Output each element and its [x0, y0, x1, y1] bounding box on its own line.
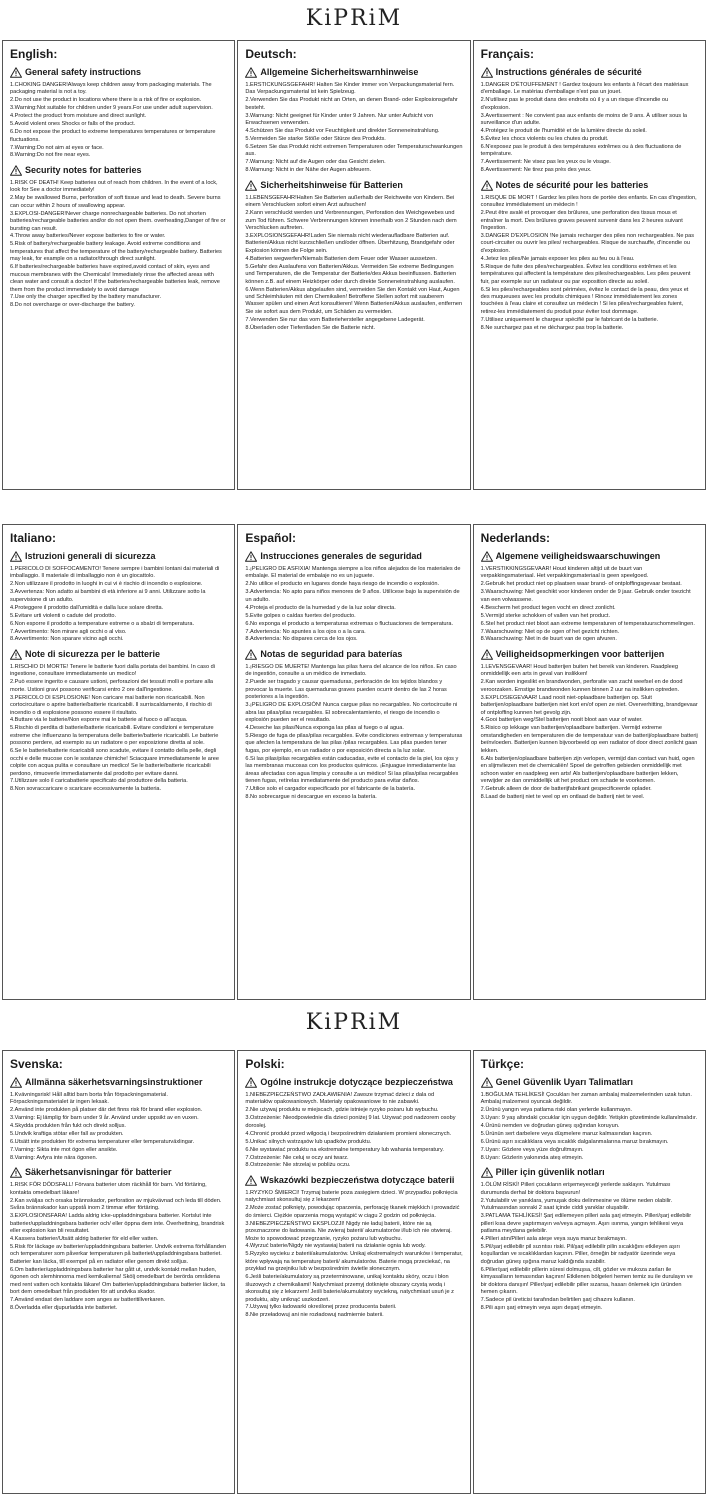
- section-heading: [245, 180, 462, 191]
- manual-page: [0, 1004, 708, 1494]
- warning-triangle-icon: [10, 551, 22, 562]
- language-title: Français:: [480, 47, 535, 61]
- language-title: Türkçe:: [480, 1057, 525, 1071]
- section-heading-text: Notas de seguridad para baterías: [260, 648, 403, 659]
- instruction-list: [10, 82, 227, 160]
- section-heading: [481, 1077, 698, 1088]
- instruction-item: 2.May be swallowed Burns, perforation of soft tissue and lead to death. Severe burns can occur within 2 hours of swallowing appear.: [10, 195, 221, 209]
- warning-triangle-icon: [245, 551, 257, 562]
- language-panel: [237, 40, 470, 490]
- section-heading: [481, 551, 698, 562]
- section-heading: [481, 1167, 698, 1178]
- section-heading-text: Istruzioni generali di sicurezza: [25, 551, 156, 561]
- instruction-list: [481, 1092, 698, 1162]
- instruction-item: 5.Rischio di perdita di batterie/batterie ricaricabili. Evitare condizioni e temperature estreme che influenzano la temperatura delle batterie/batterie ricaricabili. Le batterie possono perdere, ad esempio su un radiatore o per esposizione diretta al sole.: [10, 725, 219, 747]
- section-heading: [245, 67, 462, 78]
- section-heading-text: Instrucciones generales de seguridad: [260, 551, 422, 561]
- section-heading: [10, 649, 227, 660]
- section-heading: [10, 165, 227, 176]
- instruction-item: 7.Ostrzeżenie: Nie celuj w oczy ani twarz.: [245, 1154, 349, 1161]
- section-heading-text: Notes de sécurité pour les batteries: [495, 179, 649, 190]
- section-heading: [481, 649, 698, 660]
- instruction-item: 8.Warnung: Nicht in der Nähe der Augen abfeuern.: [245, 167, 372, 174]
- instruction-item: 7.Varning: Sikta inte mot ögon eller ansikte.: [10, 1147, 118, 1154]
- language-panel: [237, 1050, 470, 1494]
- instruction-item: 1.ERSTICKUNGSGEFAHR! Halten Sie Kinder immer von Verpackungsmaterial fern. Das Verpackungsmaterial ist kein Spielzeug.: [245, 82, 455, 96]
- instruction-item: 6.No exponga el producto a temperaturas extremas o fluctuaciones de temperatura.: [245, 620, 454, 627]
- instruction-item: 1.RISQUE DE MORT ! Gardez les piles hors de portée des enfants. En cas d'ingestion, consultez immédiatement un médecin !: [480, 194, 697, 209]
- instruction-item: 7.Gebruik alleen de door de batterijfabrikant gespecificeerde oplader.: [480, 785, 652, 792]
- instruction-item: 4.Proteggere il prodotto dall'umidità e dalla luce solare diretta.: [10, 604, 164, 611]
- instruction-item: 7.Utilisez uniquement le chargeur spécifié par le fabricant de la batterie.: [480, 316, 659, 323]
- instruction-item: 6.If batteries/rechargeable batteries have expired,avoid contact of skin, eyes and mucous membranes with the Chemicals! Immediately rinse the affected areas with clean water and consult a doctor! If the batteries/rechargeable batteries leak, remove them from the product immediately to avoid damage: [10, 264, 220, 293]
- section-heading-text: Veiligheidsopmerkingen voor batterijen: [495, 648, 665, 659]
- instruction-item: 1.ÖLÜM RİSKİ! Pilleri çocukların erişemeyeceği yerlerde saklayın. Yutulması durumunda derhal bir doktora başvurun!: [480, 1182, 671, 1196]
- instruction-item: 1.LEVENSGEVAAR! Houd batterijen buiten het bereik van kinderen. Raadpleeg onmiddellijk een arts in geval van inslikken!: [480, 663, 679, 678]
- instruction-list: [481, 1182, 698, 1312]
- instruction-item: 8.Pili aşırı şarj etmeyin veya aşırı deşarj etmeyin.: [480, 1304, 603, 1311]
- instruction-item: 7.Używaj tylko ładowarki określonej przez producenta baterii.: [245, 1304, 397, 1311]
- instruction-item: 8.Advertencia: No dispares cerca de los ojos.: [245, 636, 358, 643]
- section-heading-text: General safety instructions: [25, 67, 142, 77]
- instruction-item: 2.Gebruik het product niet op plaatsen waar brand- of ontploffingsgevaar bestaat.: [480, 581, 682, 588]
- warning-triangle-icon: [481, 67, 493, 78]
- instruction-item: 2.Puede ser tragado y causar quemaduras, perforación de los tejidos blandos y provocar la muerte. Las quemaduras graves pueden ocurrir dentro de las 2 horas posteriores a la ingestión.: [245, 679, 447, 701]
- instruction-item: 3.Waarschuwing: Niet geschikt voor kinderen onder de 9 jaar. Gebruik onder toezicht van een volwassene.: [480, 589, 691, 603]
- instruction-item: 6.Om batterier/uppladdningsbara batterier har gått ut, undvik kontakt mellan huden, ögonen och slemhinnorna med kemikalierna! Skölj omedelbart de berörda områdena med rent vatten och kontakta läkare! Om batterier/uppladdningsbara batterier läcker, ta bort dem omedelbart från produkten för att undvika skador.: [10, 1266, 226, 1296]
- language-title: Deutsch:: [245, 47, 297, 61]
- instruction-item: 8.Överladda eller djupurladda inte batteriet.: [10, 1304, 118, 1311]
- instruction-item: 3.EXPLOSIONSGEFAHR!Laden Sie niemals nicht wiederaufladbare Batterien auf. Batterien/Akkus nicht kurzschließen und/oder öffnen. Überhitzung, Brandgefahr oder Explosion können die Folge sein.: [245, 232, 455, 254]
- language-panel: [237, 524, 470, 1000]
- warning-triangle-icon: [481, 1077, 493, 1088]
- instruction-item: 4.Throw away batteries/Never expose batteries to fire or water.: [10, 233, 166, 240]
- warning-triangle-icon: [245, 649, 257, 660]
- manual-page: [0, 0, 708, 490]
- instruction-item: 2.Do not use the product in locations where there is a risk of fire or explosion.: [10, 97, 202, 104]
- instruction-item: 2.Kan worden ingeslikt en brandwonden, perforatie van zacht weefsel en de dood veroorzaken. Ernstige brandwonden kunnen binnen 2 uur na inslikken optreden.: [480, 679, 683, 693]
- warning-triangle-icon: [245, 180, 257, 191]
- language-panel: [473, 1050, 706, 1494]
- language-title: Svenska:: [10, 1057, 63, 1071]
- instruction-item: 4.Kassera batterier/Utsätt aldrig batterier för eld eller vatten.: [10, 1236, 159, 1242]
- instruction-item: 6.Setzen Sie das Produkt nicht extremen Temperaturen oder Temperaturschwankungen aus.: [245, 144, 463, 158]
- instruction-item: 6.Stel het product niet bloot aan extreme temperaturen of temperatuurschommelingen.: [480, 620, 695, 627]
- warning-triangle-icon: [245, 1175, 257, 1186]
- section-heading-text: Instructions générales de sécurité: [495, 67, 642, 77]
- instruction-item: 6.Se le batterie/batterie ricaricabili sono scadute, evitare il contatto della pelle, degli occhi e delle mucose con le sostanze chimiche! Sciacquare immediatamente le aree colpite con acqua pulita e consultare un medico! Se le batterie/batterie ricaricabili perdono, rimuoverle immediatamente dal prodotto per evitare danni.: [10, 748, 219, 777]
- instruction-list: [245, 1190, 462, 1320]
- instruction-item: 3.PERICOLO DI ESPLOSIONE! Non caricare mai batterie non ricaricabili. Non cortocircuitare o aprire batterie/batterie ricaricabili. Il surriscaldamento, il rischio di incendio o di esplosione possono essere il risultato.: [10, 694, 212, 716]
- instruction-list: [481, 566, 698, 644]
- instruction-item: 7.Utilice solo el cargador especificado por el fabricante de la batería.: [245, 785, 416, 792]
- instruction-item: 2.Może zostać połknięty, powodując oparzenia, perforację tkanek miękkich i prowadzić do śmierci. Ciężkie oparzenia mogą wystąpić w ciągu 2 godzin od połknięcia.: [245, 1205, 460, 1219]
- instruction-item: 7.Verwenden Sie nur das vom Batteriehersteller angegebene Ladegerät.: [245, 316, 425, 323]
- instruction-list: [10, 1182, 227, 1312]
- instruction-item: 6.Utsätt inte produkten för extrema temperaturer eller temperaturväxlingar.: [10, 1139, 195, 1146]
- instruction-item: 4.Skydda produkten från fukt och direkt solljus.: [10, 1123, 126, 1130]
- instruction-item: 8.Ostrzeżenie: Nie strzelaj w pobliżu oczu.: [245, 1162, 351, 1169]
- instruction-item: 3.¡PELIGRO DE EXPLOSIÓN! Nunca cargue pilas no recargables. No cortocircuite ni abra las pilas/pilas recargables. El sobrecalentamiento, el riesgo de incendio o explosión pueden ser el resultado.: [245, 702, 458, 723]
- instruction-list: [10, 180, 227, 310]
- instruction-item: 5.Evite golpes o caídas fuertes del producto.: [245, 612, 356, 619]
- instruction-item: 8.Ne surchargez pas et ne déchargez pas trop la batterie.: [480, 324, 624, 331]
- instruction-item: 3.Ostrzeżenie: Nieodpowiednie dla dzieci poniżej 9 lat. Używać pod nadzorem osoby dorosłej.: [245, 1115, 456, 1129]
- instruction-item: 2.Verwenden Sie das Produkt nicht an Orten, an denen Brand- oder Explosionsgefahr besteht.: [245, 97, 458, 111]
- section-heading: [245, 1077, 462, 1088]
- instruction-item: 7.Utilizzare solo il caricabatterie specificato dal produttore della batteria.: [10, 778, 188, 785]
- language-title: Español:: [245, 531, 296, 545]
- section-heading: [10, 1167, 227, 1178]
- instruction-item: 4.Bescherm het product tegen vocht en direct zonlicht.: [480, 604, 616, 611]
- instruction-item: 5.Riesgo de fuga de pilas/pilas recargables. Evite condiciones extremas y temperaturas que afecten la temperatura de las pilas /pilas recargables. Las pilas pueden tener fugas, por ejemplo, en un radiador o por exposición directa a la luz solar.: [245, 732, 463, 754]
- warning-triangle-icon: [481, 649, 493, 660]
- instruction-item: 3.EXPLOSIEGEVAAR! Laad nooit niet-oplaadbare batterijen op. Sluit batterijen/oplaadbare batterijen niet kort en/of open ze niet. Oververhitting, brandgevaar of ontploffing kunnen het gevolg zijn.: [480, 694, 698, 716]
- warning-triangle-icon: [10, 1077, 22, 1088]
- instruction-item: 6.Non esporre il prodotto a temperature estreme o a sbalzi di temperatura.: [10, 620, 195, 627]
- instruction-item: 6.Nie wystawiać produktu na ekstremalne temperatury lub wahania temperatury.: [245, 1146, 444, 1153]
- instruction-item: 7.Uyarı: Gözlere veya yüze doğrultmayın.: [480, 1147, 584, 1154]
- instruction-item: 8.No sobrecargue ni descargue en exceso la batería.: [245, 793, 377, 800]
- warning-triangle-icon: [10, 67, 22, 78]
- instruction-item: 3.NIEBEZPIECZEŃSTWO EKSPLOZJI! Nigdy nie ładuj baterii, które nie są przeznaczone do ładowania. Nie zwieraj baterii/ akumulatorów i/lub ich nie otwieraj. Może to spowodować przegrzanie, ryzyko pożaru lub wybuchu.: [245, 1220, 452, 1242]
- section-heading-text: Allmänna säkerhetsvarningsinstruktioner: [25, 1077, 203, 1087]
- section-heading: [481, 180, 698, 191]
- instruction-item: 6.Jeśli baterie/akumulatory są przeterminowane, unikaj kontaktu skóry, oczu i błon śluzowych z chemikaliami! Natychmiast przemyj dotknięte obszary czystą wodą i skonsultuj się z lekarzem! Jeśli baterie/akumulatory wyciekną, natychmiast usuń je z produktu, aby uniknąć uszkodzeń.: [245, 1274, 454, 1303]
- language-panel: [473, 524, 706, 1000]
- instruction-item: 4.Ürünü nemden ve doğrudan güneş ışığından koruyun.: [480, 1123, 620, 1130]
- instruction-item: 5.Risico op lekkage van batterijen/oplaadbare batterijen. Vermijd extreme omstandigheden en temperaturen die de temperatuur van de batterij/oplaadbare batterij beïnvloeden. Batterijen kunnen bijvoorbeeld op een radiator of door direct zonlicht gaan lekken.: [480, 725, 698, 754]
- instruction-item: 1.RYZYKO ŚMIERCI! Trzymaj baterie poza zasięgiem dzieci. W przypadku połknięcia natychmiast skonsultuj się z lekarzem!: [245, 1189, 458, 1204]
- instruction-item: 2.Nie używaj produktu w miejscach, gdzie istnieje ryzyko pożaru lub wybuchu.: [245, 1107, 439, 1114]
- language-panel: [473, 40, 706, 490]
- section-heading: [481, 67, 698, 78]
- section-heading: [245, 1175, 462, 1186]
- instruction-item: 3.Avvertenza: Non adatto ai bambini di età inferiore ai 9 anni. Utilizzare sotto la supervisione di un adulto.: [10, 589, 206, 603]
- instruction-item: 4.Protect the product from moisture and direct sunlight.: [10, 113, 147, 120]
- instruction-item: 5.Ürünün sert darbelere veya düşmelere maruz kalmasından kaçının.: [480, 1131, 653, 1138]
- instruction-item: 4.Deseche las pilas/Nunca exponga las pilas al fuego o al agua.: [245, 724, 404, 731]
- instruction-item: 5.Undvik kraftiga stötar eller fall av produkten.: [10, 1131, 124, 1138]
- instruction-list: [245, 664, 462, 801]
- instruction-item: 4.Protégez le produit de l'humidité et de la lumière directe du soleil.: [480, 128, 647, 135]
- instruction-item: 7.Använd endast den laddare som anges av batteritillverkaren.: [10, 1297, 166, 1303]
- language-title: English:: [10, 47, 58, 61]
- instruction-item: 3.Advertencia: No apto para niños menores de 9 años. Utilícese bajo la supervisión de un adulto.: [245, 589, 460, 603]
- instruction-item: 1.¡PELIGRO DE ASFIXIA! Mantenga siempre a los niños alejados de los materiales de embalaje. El material de embalaje no es un juguete.: [245, 566, 461, 580]
- manual-page: [0, 510, 708, 1000]
- section-heading-text: Algemene veiligheidswaarschuwingen: [495, 551, 661, 561]
- instruction-item: 5.Ryzyko wycieku z baterii/akumulatorów. Unikaj ekstremalnych warunków i temperatur, które wpływają na temperaturę baterii/ akumulatorów. Baterie mogą przeciekać, na przykład na grzejniku lub w bezpośrednim świetle słonecznym.: [245, 1251, 463, 1273]
- instruction-item: 6.Wenn Batterien/Akkus abgelaufen sind, vermeiden Sie den Kontakt von Haut, Augen und Schleimhäuten mit den Chemikalien! Betroffene Stellen sofort mit sauberem Wasser spülen und einen Arzt konsultieren! Wenn Batterien/Akkus auslaufen, entfernen Sie sie sofort aus dem Produkt, um Schäden zu vermeiden.: [245, 286, 463, 315]
- instruction-item: 4.Batterien wegwerfen/Niemals Batterien dem Feuer oder Wasser aussetzen.: [245, 255, 437, 262]
- instruction-item: 4.Wyrzuć baterie/Nigdy nie wystawiaj baterii na działanie ognia lub wody.: [245, 1243, 426, 1250]
- warning-triangle-icon: [481, 551, 493, 562]
- instruction-item: 1.PERICOLO DI SOFFOCAMENTO! Tenere sempre i bambini lontani dai materiali di imballaggio. Il materiale di imballaggio non è un giocattolo.: [10, 566, 220, 580]
- instruction-item: 5.Évitez les chocs violents ou les chutes du produit.: [480, 136, 609, 143]
- instruction-item: 7.Avertissement: Ne visez pas les yeux ou le visage.: [480, 159, 611, 166]
- language-columns: [2, 1050, 706, 1494]
- instruction-item: 1.BOĞULMA TEHLİKESİ! Çocukları her zaman ambalaj malzemelerinden uzak tutun. Ambalaj malzemesi oyuncak değildir.: [480, 1092, 692, 1106]
- instruction-list: [481, 195, 698, 332]
- instruction-list: [481, 664, 698, 801]
- language-panel: [2, 1050, 235, 1494]
- instruction-item: 6.Ürünü aşırı sıcaklıklara veya sıcaklık dalgalanmalarına maruz bırakmayın.: [480, 1139, 669, 1146]
- instruction-item: 5.Unikać silnych wstrząsów lub upadków produktu.: [245, 1138, 372, 1145]
- instruction-item: 7.Warnung: Nicht auf die Augen oder das Gesicht zielen.: [245, 159, 386, 166]
- instruction-item: 1.LEBENSGEFAHR!Halten Sie Batterien außerhalb der Reichweite von Kindern. Bei einem Verschlucken sofort einen Arzt aufsuchen!: [245, 194, 455, 209]
- section-heading-text: Genel Güvenlik Uyarı Talimatları: [495, 1077, 634, 1087]
- instruction-item: 8.Do not overcharge or over-discharge the battery.: [10, 302, 135, 309]
- instruction-item: 1.CHOKING DANGER!Always keep children away from packaging materials. The packaging material is not a toy.: [10, 82, 212, 96]
- instruction-item: 1.RISK OF DEATH! Keep batteries out of reach from children. In the event of a lock, look for See a doctor immediately!: [10, 179, 218, 194]
- section-heading-text: Allgemeine Sicherheitswarnhinweise: [260, 67, 419, 77]
- instruction-item: 3.Warnung: Nicht geeignet für Kinder unter 9 Jahren. Nur unter Aufsicht von Erwachsenen verwenden.: [245, 112, 433, 127]
- instruction-item: 2.Può essere ingerito e causare ustioni, perforazioni dei tessuti molli e portare alla morte. Ustioni gravi possono verificarsi entro 2 ore dall'ingestione.: [10, 679, 214, 693]
- section-heading-text: Sicherheitshinweise für Batterien: [260, 179, 403, 190]
- instruction-item: 5.Pil/şarj edilebilir pil sızıntısı riski. Pil/şarj edilebilir pilin sıcaklığını etkileyen aşırı koşullardan ve sıcaklıklardan kaçının. Piller, örneğin bir radyatör üzerinde veya doğrudan güneş ışığına maruz kaldığında sızabilir.: [480, 1243, 680, 1265]
- section-heading: [10, 551, 227, 562]
- instruction-item: 3.PATLAMA TEHLİKESİ! Şarj edilemeyen pilleri asla şarj etmeyin. Pilleri/şarj edilebilir pilleri kısa devre yaptırmayın ve/veya açmayın. Aşırı ısınma, yangın tehlikesi veya patlama meydana gelebilir.: [480, 1213, 692, 1235]
- instruction-item: 2.Peut être avalé et provoquer des brûlures, une perforation des tissus mous et entraîner la mort. Des brûlures graves peuvent survenir dans les 2 heures suivant l'ingestion.: [480, 210, 683, 231]
- instruction-item: 8.Varning: Avfyra inte nära ögonen.: [10, 1155, 98, 1161]
- warning-triangle-icon: [10, 649, 22, 660]
- section-heading-text: Wskazówki bezpieczeństwa dotyczące baterii: [260, 1174, 455, 1185]
- section-heading-text: Security notes for batteries: [25, 164, 142, 175]
- instruction-item: 1.RISCHIO DI MORTE! Tenere le batterie fuori dalla portata dei bambini. In caso di ingestione, consultare immediatamente un medico!: [10, 663, 215, 678]
- warning-triangle-icon: [481, 1167, 493, 1178]
- instruction-item: 8.Nie przeładowuj ani nie rozładowuj nadmiernie baterii.: [245, 1312, 384, 1319]
- brand-logo: KiPRiM: [305, 1010, 403, 1035]
- language-panel: [2, 524, 235, 1000]
- instruction-item: 6.Si les piles/rechargeables sont périmées, évitez le contact de la peau, des yeux et des muqueuses avec les produits chimiques ! Rincez immédiatement les zones touchées à l'eau claire et consultez un médecin ! Si les piles/rechargeables fuient, retirez-les immédiatement du produit pour éviter tout dommage.: [480, 286, 689, 315]
- language-title: Polski:: [245, 1057, 285, 1071]
- instruction-item: 3.EXPLOSI-DANGER!Never charge nonrechargeable batteries. Do not shorten batteries/rechargeable batteries and/or do not open them. overheating,Danger of fire or bursting can result.: [10, 210, 226, 232]
- instruction-item: 4.Schützen Sie das Produkt vor Feuchtigkeit und direkter Sonneneinstrahlung.: [245, 128, 440, 135]
- instruction-item: 3.Varning: Ej lämplig för barn under 9 år. Använd under uppsikt av en vuxen.: [10, 1115, 199, 1122]
- instruction-item: 5.Vermijd sterke schokken of vallen van het product.: [480, 612, 611, 619]
- instruction-item: 1.Kvävningsrisk! Håll alltid barn borta från förpackningsmaterial. Förpackningsmaterialet är ingen leksak.: [10, 1092, 168, 1106]
- warning-triangle-icon: [245, 1077, 257, 1088]
- section-heading: [245, 551, 462, 562]
- instruction-item: 2.Non utilizzare il prodotto in luoghi in cui vi è rischio di incendio o esplosione.: [10, 581, 203, 588]
- language-title: Nederlands:: [480, 531, 551, 545]
- instruction-item: 3.DANGER D'EXPLOSION !Ne jamais recharger des piles non rechargeables. Ne pas court-circuiter ou ouvrir les piles/ rechargeables. Risque de surchauffe, d'incendie ou d'explosion.: [480, 232, 695, 254]
- instruction-item: 8.Non sovraccaricare o scaricare eccessivamente la batteria.: [10, 786, 162, 793]
- instruction-item: 6.Si las pilas/pilas recargables están caducadas, evite el contacto de la piel, los ojos y las membranas mucosas con los productos químicos. ¡Enjuague inmediatamente las áreas afectadas con agua limpia y consulte a un médico! Si las pilas/pilas recargables tienen fugas, retírelas inmediatamente del producto para evitar daños.: [245, 755, 459, 784]
- instruction-item: 5.Evitare urti violenti o cadute del prodotto.: [10, 612, 117, 619]
- instruction-list: [245, 566, 462, 644]
- instruction-item: 2.Kan sväljas och orsaka brännskador, perforation av mjukvävnad och leda till döden. Svåra brännskador kan uppstå inom 2 timmar efter förtäring.: [10, 1197, 222, 1212]
- instruction-item: 6.Als batterijen/oplaadbare batterijen zijn verlopen, vermijd dan contact van huid, ogen en slijmvliezen met de chemicaliën! Spoel de getroffen gebieden onmiddellijk met schoon water en raadpleeg een arts! Als batterijen/oplaadbare batterijen lekken, verwijder ze dan onmiddellijk uit het product om schade te voorkomen.: [480, 755, 695, 784]
- instruction-item: 4.Buttare via le batterie/Non esporre mai le batterie al fuoco o all'acqua.: [10, 717, 188, 724]
- instruction-item: 6.Do not expose the product to extreme temperatures temperatures or temperature fluctuations.: [10, 129, 216, 143]
- instruction-item: 5.Risque de fuite des piles/rechargeables. Évitez les conditions extrêmes et les températures qui affectent la température des piles/rechargeables. Les piles peuvent fuir, par exemple sur un radiateur ou par exposition directe au soleil.: [480, 263, 691, 285]
- instruction-item: 8.Avvertimento: Non sparare vicino agli occhi.: [10, 636, 124, 643]
- instruction-item: 8.Waarschuwing: Niet in de buurt van de ogen afvuren.: [480, 636, 617, 643]
- instruction-list: [245, 1092, 462, 1170]
- instruction-item: 4.Chronić produkt przed wilgocią i bezpośrednim działaniem promieni słonecznych.: [245, 1130, 452, 1137]
- section-heading: [10, 1077, 227, 1088]
- section-heading-text: Säkerhetsanvisningar för batterier: [25, 1167, 172, 1178]
- instruction-item: 4.Pilleri atın/Pilleri asla ateşe veya suya maruz bırakmayın.: [480, 1236, 627, 1242]
- instruction-list: [245, 195, 462, 332]
- instruction-item: 2.Yutulabilir ve yanıklara, yumuşak doku delinmesine ve ölüme neden olabilir. Yutulmasından sonraki 2 saat içinde ciddi yanıklar oluşabilir.: [480, 1197, 673, 1212]
- section-heading-text: Note di sicurezza per le batterie: [25, 648, 161, 659]
- instruction-item: 4.Jetez les piles/Ne jamais exposer les piles au feu ou à l'eau.: [480, 255, 635, 262]
- instruction-item: 3.Uyarı: 9 yaş altındaki çocuklar için uygun değildir. Yetişkin gözetiminde kullanılmalıdır.: [480, 1115, 698, 1122]
- instruction-list: [10, 566, 227, 644]
- instruction-item: 3.Warning:Not suitable for children under 9 years.For use under adult supervision.: [10, 105, 213, 112]
- brand-logo: KiPRiM: [305, 6, 403, 31]
- instruction-item: 8.Avertissement: Ne tirez pas près des yeux.: [480, 167, 592, 174]
- instruction-item: 1.DANGER D'ÉTOUFFEMENT ! Gardez toujours les enfants à l'écart des matériaux d'emballage. Le matériau d'emballage n'est pas un jouet.: [480, 82, 689, 96]
- instruction-item: 5.Vermeiden Sie starke Stöße oder Stürze des Produkts.: [245, 136, 386, 143]
- instruction-item: 5.Gefahr des Auslaufens von Batterien/Akkus. Vermeiden Sie extreme Bedingungen und Temperaturen, die die Temperatur der Batterie/des Akkus beeinflussen. Batterien können z.B. auf einem Heizkörper oder durch direkte Sonneneinstrahlung auslaufen.: [245, 263, 456, 285]
- instruction-item: 2.N'utilisez pas le produit dans des endroits où il y a un risque d'incendie ou d'explosion.: [480, 97, 669, 111]
- instruction-item: 5.Risk för läckage av batterier/uppladdningsbara batterier. Undvik extrema förhållanden och temperaturer som påverkar temperaturen på batteriet/uppladdningsbara batteriet. Batterier kan läcka, till exempel på en radiator eller genom direkt solljus.: [10, 1243, 227, 1265]
- instruction-item: 8.Uyarı: Gözlerin yakınında ateş etmeyin.: [480, 1155, 584, 1161]
- instruction-item: 1.¡RIESGO DE MUERTE! Mantenga las pilas fuera del alcance de los niños. En caso de ingestión, consulte a un médico de inmediato.: [245, 663, 457, 678]
- instruction-item: 8.Überladen oder Tiefentladen Sie die Batterie nicht.: [245, 324, 376, 331]
- instruction-item: 7.Sadece pil üreticisi tarafından belirtilen şarj cihazını kullanın.: [480, 1297, 635, 1303]
- instruction-item: 1.VERSTIKKINGSGEVAAR! Houd kinderen altijd uit de buurt van verpakkingsmateriaal. Het verpakkingsmateriaal is geen speelgoed.: [480, 566, 649, 580]
- language-title: Italiano:: [10, 531, 57, 545]
- instruction-list: [481, 82, 698, 175]
- language-columns: [2, 524, 706, 1000]
- instruction-item: 1.RISK FÖR DÖDSFALL! Förvara batterier utom räckhåll för barn. Vid förtäring, kontakta omedelbart läkare!: [10, 1182, 207, 1196]
- warning-triangle-icon: [245, 67, 257, 78]
- section-heading-text: Piller için güvenlik notları: [495, 1167, 605, 1178]
- section-heading: [10, 67, 227, 78]
- instruction-item: 7.Use only the charger specified by the battery manufacturer.: [10, 294, 162, 301]
- section-heading: [245, 649, 462, 660]
- instruction-item: 7.Warning:Do not aim at eyes or face.: [10, 144, 104, 151]
- instruction-item: 3.EXPLOSIONSFARA! Ladda aldrig icke-uppladdningsbara batterier. Kortslut inte batterier/uppladdningsbara batterier och/ eller öppna dem inte. Överhettning, brandrisk eller explosion kan bli resultatet.: [10, 1213, 225, 1235]
- instruction-item: 7.Avvertimento: Non mirare agli occhi o al viso.: [10, 628, 127, 635]
- instruction-item: 7.Waarschuwing: Niet op de ogen of het gezicht richten.: [480, 628, 620, 635]
- instruction-item: 5.Avoid violent ones Shocks or falls of the product.: [10, 121, 136, 128]
- language-columns: [2, 40, 706, 490]
- instruction-item: 2.Ürünü yangın veya patlama riski olan yerlerde kullanmayın.: [480, 1107, 633, 1114]
- instruction-item: 4.Gooi batterijen weg/Stel batterijen nooit bloot aan vuur of water.: [480, 717, 643, 724]
- instruction-item: 7.Advertencia: No apuntes a los ojos o a la cara.: [245, 628, 366, 635]
- instruction-item: 8.Warning:Do not fire near eyes.: [10, 152, 91, 159]
- instruction-item: 3.Avertissement : Ne convient pas aux enfants de moins de 9 ans. À utiliser sous la surveillance d'un adulte.: [480, 112, 688, 127]
- instruction-item: 8.Laad de batterij niet te veel op en ontlaad de batterij niet te veel.: [480, 793, 645, 800]
- warning-triangle-icon: [10, 165, 22, 176]
- instruction-item: 2.Använd inte produkten på platser där det finns risk för brand eller explosion.: [10, 1107, 203, 1114]
- instruction-item: 6.Piller/şarj edilebilir pillerin süresi dolmuşsa, cilt, gözler ve mukoza zarları ile kimyasalların temasından kaçının! Etkilenen bölgeleri hemen temiz su ile durulayın ve bir doktora danışın! Piller/şarj edilebilir piller sızarsa, hasarı önlemek için üründen hemen çıkarın.: [480, 1266, 693, 1296]
- instruction-list: [10, 664, 227, 794]
- instruction-item: 5.Risk of battery/rechargeable battery leakage. Avoid extreme conditions and temperatures that affect the temperature of the battery/rechargeable battery. Batteries may leak, for example on a radiator/through direct sunlight.: [10, 241, 222, 263]
- instruction-item: 1.NIEBEZPIECZEŃSTWO ZADŁAWIENIA! Zawsze trzymać dzieci z dala od materiałów opakowaniowych. Materiały opakowaniowe to nie zabawki.: [245, 1092, 435, 1106]
- section-heading-text: Ogólne instrukcje dotyczące bezpieczeństwa: [260, 1077, 453, 1087]
- instruction-item: 4.Proteja el producto de la humedad y de la luz solar directa.: [245, 604, 396, 611]
- instruction-item: 2.No utilice el producto en lugares donde haya riesgo de incendio o explosión.: [245, 581, 440, 588]
- warning-triangle-icon: [481, 180, 493, 191]
- instruction-item: 2.Kann verschluckt werden und Verbrennungen, Perforation des Weichgewebes und zum Tod führen. Schwere Verbrennungen können innerhalb von 2 Stunden nach dem Verschlucken auftreten.: [245, 210, 457, 231]
- warning-triangle-icon: [10, 1167, 22, 1178]
- language-panel: [2, 40, 235, 490]
- instruction-list: [10, 1092, 227, 1162]
- instruction-list: [245, 82, 462, 175]
- instruction-item: 6.N'exposez pas le produit à des températures extrêmes ou à des fluctuations de température.: [480, 144, 682, 158]
